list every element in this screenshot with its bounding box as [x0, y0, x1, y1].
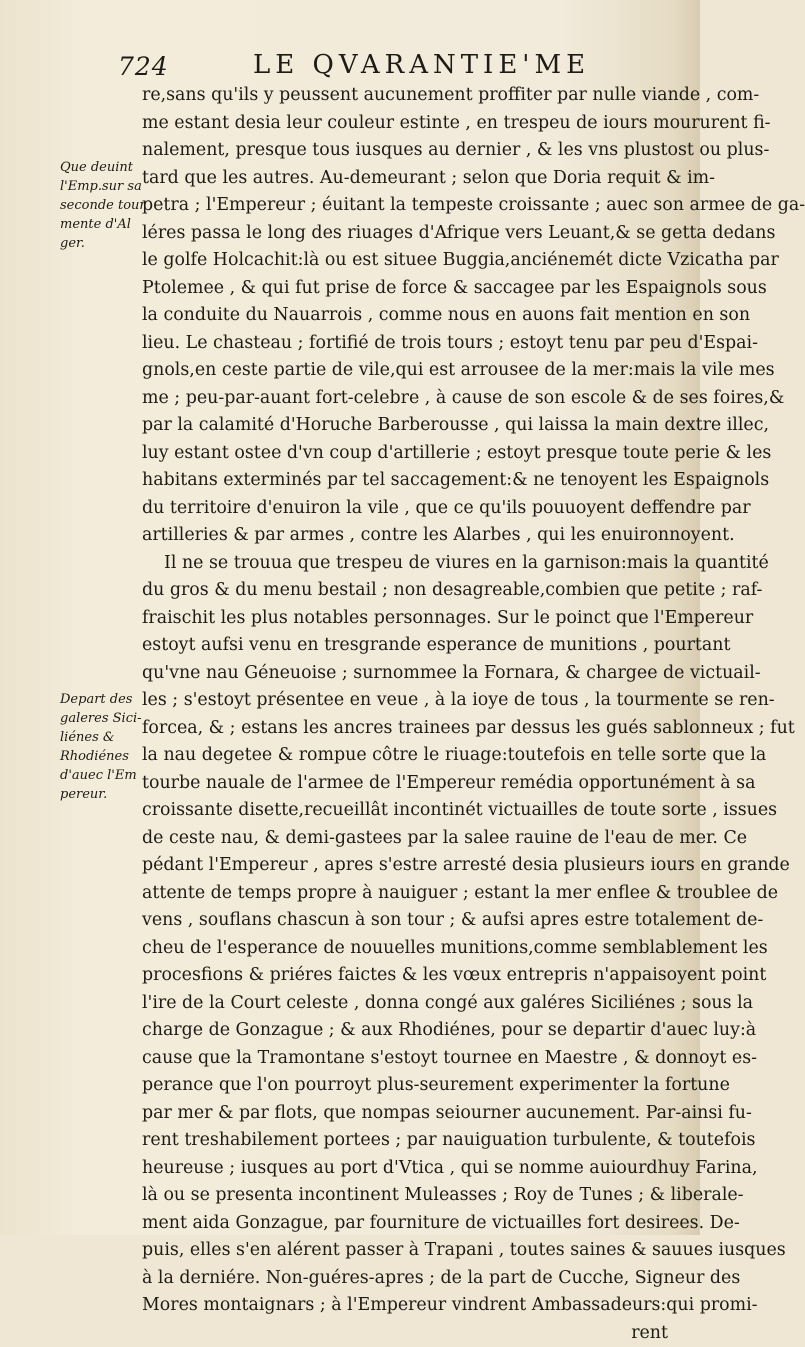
text-line: par la calamité d'Horuche Barberousse , qui laissa la main dextre illec,	[142, 412, 668, 440]
margin-note-line: seconde tour	[60, 196, 140, 215]
text-line: ment aida Gonzague, par fourniture de victuailles fort desirees. De-	[142, 1210, 668, 1238]
margin-note-line: ger.	[60, 234, 140, 253]
margin-note-line: pereur.	[60, 785, 140, 804]
margin-note-line: Depart des	[60, 690, 140, 709]
text-line: le golfe Holcachit:là ou est situee Buggia,anciénemét dicte Vzicatha par	[142, 247, 668, 275]
text-line: habitans exterminés par tel saccagement:& ne tenoyent les Espaignols	[142, 467, 668, 495]
text-line: perance que l'on pourroyt plus-seurement experimenter la fortune	[142, 1072, 668, 1100]
text-line: charge de Gonzague ; & aux Rhodiénes, pour se departir d'auec luy:à	[142, 1017, 668, 1045]
page-number: 724	[118, 52, 169, 81]
text-line: l'ire de la Court celeste , donna congé aux galéres Siciliénes ; sous la	[142, 990, 668, 1018]
margin-note-line: liénes &	[60, 728, 140, 747]
text-line: heureuse ; iusques au port d'Vtica , qui se nomme auiourdhuy Farina,	[142, 1155, 668, 1183]
margin-note-line: mente d'Al	[60, 215, 140, 234]
text-line: luy estant ostee d'vn coup d'artillerie ; estoyt presque toute perie & les	[142, 440, 668, 468]
text-line: la nau degetee & rompue côtre le riuage:toutefois en telle sorte que la	[142, 742, 668, 770]
margin-note-line: l'Emp.sur sa	[60, 177, 140, 196]
text-line: tourbe nauale de l'armee de l'Empereur remédia opportunément à sa	[142, 770, 668, 798]
text-line: léres passa le long des riuages d'Afrique vers Leuant,& se getta dedans	[142, 220, 668, 248]
page-header	[118, 50, 678, 84]
text-line: du gros & du menu bestail ; non desagreable,combien que petite ; raf-	[142, 577, 668, 605]
text-line: estoyt aufsi venu en tresgrande esperance de munitions , pourtant	[142, 632, 668, 660]
text-line: la conduite du Nauarrois , comme nous en auons fait mention en son	[142, 302, 668, 330]
text-line: du territoire d'enuiron la vile , que ce qu'ils pouuoyent deffendre par	[142, 495, 668, 523]
text-line: vens , souflans chascun à son tour ; & aufsi apres estre totalement de-	[142, 907, 668, 935]
margin-note-line: Rhodiénes	[60, 747, 140, 766]
text-line: croissante disette,recueillât incontinét victuailles de toute sorte , issues	[142, 797, 668, 825]
margin-note	[60, 158, 140, 253]
text-line: rent treshabilement portees ; par nauiguation turbulente, & toutefois	[142, 1127, 668, 1155]
text-line: cause que la Tramontane s'estoyt tournee en Maestre , & donnoyt es-	[142, 1045, 668, 1073]
text-line: fraischit les plus notables personnages. Sur le poinct que l'Empereur	[142, 605, 668, 633]
text-line: procesfions & priéres faictes & les vœux entrepris n'appaisoyent point	[142, 962, 668, 990]
text-line: Ptolemee , & qui fut prise de force & saccagee par les Espaignols sous	[142, 275, 668, 303]
margin-note-line: Que deuint	[60, 158, 140, 177]
text-line: à la derniére. Non-guéres-apres ; de la part de Cucche, Signeur des	[142, 1265, 668, 1293]
text-line: lieu. Le chasteau ; fortifié de trois tours ; estoyt tenu par peu d'Espai-	[142, 330, 668, 358]
text-line: Mores montaignars ; à l'Empereur vindrent Ambassadeurs:qui promi-	[142, 1292, 668, 1320]
text-line: par mer & par flots, que nompas seiourner aucunement. Par-ainsi fu-	[142, 1100, 668, 1128]
text-line: gnols,en ceste partie de vile,qui est arrousee de la mer:mais la vile mes	[142, 357, 668, 385]
text-line: petra ; l'Empereur ; éuitant la tempeste croissante ; auec son armee de ga-	[142, 192, 668, 220]
text-line: attente de temps propre à nauiguer ; estant la mer enflee & troublee de	[142, 880, 668, 908]
body-text	[142, 82, 668, 1347]
catchword: rent	[142, 1320, 668, 1347]
text-line: les ; s'estoyt présentee en veue , à la ioye de tous , la tourmente se ren-	[142, 687, 668, 715]
text-line: qu'vne nau Géneuoise ; surnommee la Fornara, & chargee de victuail-	[142, 660, 668, 688]
text-line: là ou se presenta incontinent Muleasses ; Roy de Tunes ; & liberale-	[142, 1182, 668, 1210]
text-line: tard que les autres. Au-demeurant ; selon que Doria requit & im-	[142, 165, 668, 193]
text-line: nalement, presque tous iusques au dernier , & les vns plustost ou plus-	[142, 137, 668, 165]
margin-note-line: d'auec l'Em	[60, 766, 140, 785]
text-line: me estant desia leur couleur estinte , en trespeu de iours moururent fi-	[142, 110, 668, 138]
text-line: re,sans qu'ils y peussent aucunement proffiter par nulle viande , com-	[142, 82, 668, 110]
text-line: de ceste nau, & demi-gastees par la salee rauine de l'eau de mer. Ce	[142, 825, 668, 853]
running-head: LE QVARANTIE'ME	[253, 50, 590, 80]
text-line: cheu de l'esperance de nouuelles munitions,comme semblablement les	[142, 935, 668, 963]
margin-note	[60, 690, 140, 804]
text-line: artilleries & par armes , contre les Alarbes , qui les enuironnoyent.	[142, 522, 668, 550]
text-line: pédant l'Empereur , apres s'estre arresté desia plusieurs iours en grande	[142, 852, 668, 880]
text-line: me ; peu-par-auant fort-celebre , à cause de son escole & de ses foires,&	[142, 385, 668, 413]
margin-note-line: galeres Sici-	[60, 709, 140, 728]
text-line: puis, elles s'en alérent passer à Trapani , toutes saines & sauues iusques	[142, 1237, 668, 1265]
text-line: forcea, & ; estans les ancres trainees par dessus les gués sablonneux ; fut	[142, 715, 668, 743]
text-line: Il ne se trouua que trespeu de viures en la garnison:mais la quantité	[142, 550, 668, 578]
